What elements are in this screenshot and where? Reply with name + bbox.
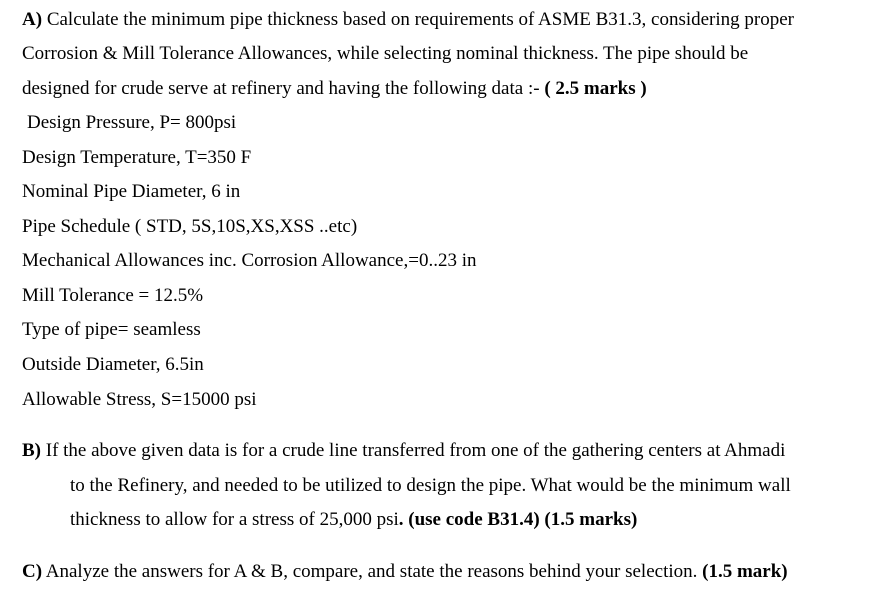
question-b-text-1: If the above given data is for a crude line transferred from one of the gathering centers at Ahmadi <box>45 440 786 461</box>
question-a-marks: ( 2.5 marks ) <box>544 78 647 99</box>
question-b-label: B) <box>22 440 41 461</box>
data-item-allowable-stress: Allowable Stress, S=15000 psi <box>22 389 257 410</box>
question-c-line <box>22 560 788 584</box>
question-c-text: Analyze the answers for A & B, compare, and state the reasons behind your selection. <box>45 561 703 582</box>
question-b-text-3: thickness to allow for a stress of 25,000 psi <box>70 509 399 530</box>
question-c-marks: (1.5 mark) <box>702 561 788 582</box>
question-b-line-3 <box>70 508 637 532</box>
question-b-dot: . <box>398 509 404 530</box>
question-c-label: C) <box>22 561 43 582</box>
data-item-pipe-type: Type of pipe= seamless <box>22 319 201 340</box>
question-a-line-1 <box>22 8 794 32</box>
question-b-line-2 <box>70 474 791 498</box>
question-a-label: A) <box>22 9 43 30</box>
question-a-text-1: Calculate the minimum pipe thickness based on requirements of ASME B31.3, considering proper <box>46 9 795 30</box>
question-a-line-2 <box>22 42 748 66</box>
data-item-nominal-diameter: Nominal Pipe Diameter, 6 in <box>22 181 241 202</box>
data-item-pipe-schedule: Pipe Schedule ( STD, 5S,10S,XS,XSS ..etc) <box>22 216 358 237</box>
question-b-code-note: (use code B31.4) (1.5 marks) <box>408 509 638 530</box>
data-item-outside-diameter: Outside Diameter, 6.5in <box>22 354 204 375</box>
question-b-line-1 <box>22 439 785 463</box>
data-item-design-pressure: Design Pressure, P= 800psi <box>27 112 237 133</box>
data-item-design-temperature: Design Temperature, T=350 F <box>22 147 252 168</box>
question-a-text-3: designed for crude serve at refinery and having the following data :- <box>22 78 545 99</box>
question-a-line-3 <box>22 77 647 101</box>
question-b-text-2: to the Refinery, and needed to be utilized to design the pipe. What would be the minimum wall <box>70 475 791 496</box>
data-item-allowances: Mechanical Allowances inc. Corrosion Allowance,=0..23 in <box>22 250 477 271</box>
data-item-mill-tolerance: Mill Tolerance = 12.5% <box>22 285 204 306</box>
question-a-text-2: Corrosion & Mill Tolerance Allowances, while selecting nominal thickness. The pipe should be <box>22 43 749 64</box>
